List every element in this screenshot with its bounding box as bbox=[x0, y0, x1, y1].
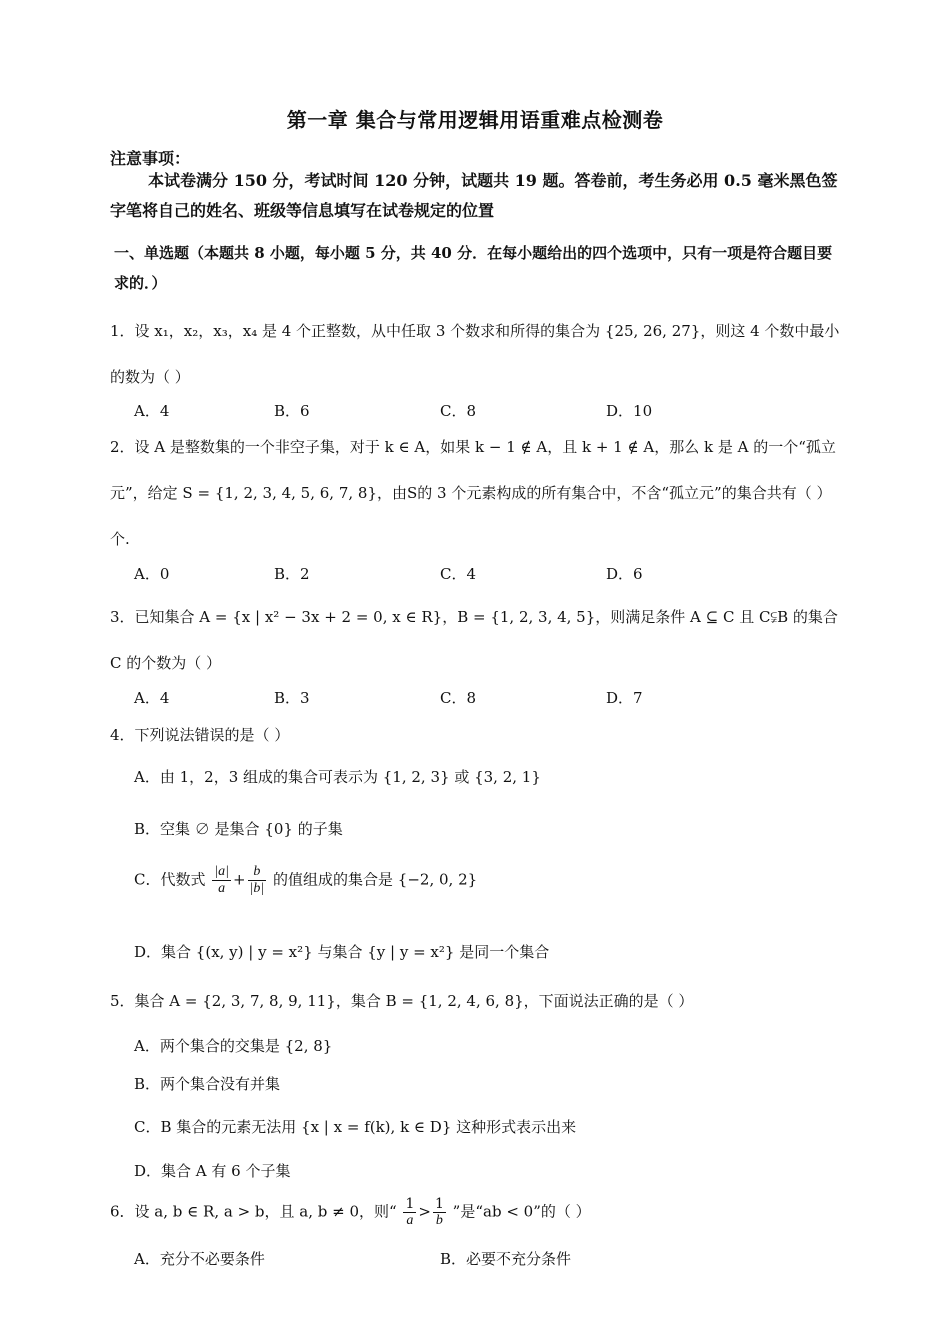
question-6-stem bbox=[110, 1196, 591, 1229]
option-d: D．7 bbox=[606, 689, 643, 707]
fraction-abs-a-over-a bbox=[212, 864, 231, 897]
question-4-stem: 4．下列说法错误的是（ ） bbox=[110, 726, 290, 744]
question-2-stem: 2．设 A 是整数集的一个非空子集，对于 k ∈ A，如果 k − 1 ∉ A，且 k + 1 ∉ A，那么 k 是 A 的一个“孤立元”，给定 S = {1, 2, 3, 4, 5, 6, 7, 8}，由S的 3 个元素构成的所有集合中，不含“孤立元”的集合共有（ ）个. bbox=[110, 438, 836, 548]
option-a: A．0 bbox=[134, 565, 170, 583]
numerator: 1 bbox=[405, 1196, 415, 1212]
option-b: B．6 bbox=[274, 402, 310, 420]
option-d: D．10 bbox=[606, 402, 653, 420]
question-4-option-c: C．代数式 $\frac{|a|}{a}$ + $\frac{b}{|b|}$ 的值组成的集合是 {−2, 0, 2} bbox=[134, 864, 478, 896]
denominator: a bbox=[218, 881, 226, 896]
option-c: C．8 bbox=[440, 402, 477, 420]
question-5-option-c: C．B 集合的元素无法用 {x | x = f(k), k ∈ D} 这种形式表示出来 bbox=[134, 1118, 577, 1136]
fraction-b-over-abs-b bbox=[248, 864, 267, 897]
numerator: b bbox=[248, 864, 267, 881]
question-4-option-a: A．由 1，2，3 组成的集合可表示为 {1, 2, 3} 或 {3, 2, 1} bbox=[134, 768, 541, 786]
numerator: |a| bbox=[214, 864, 229, 879]
denominator: b bbox=[435, 1213, 443, 1228]
question-3-options bbox=[134, 687, 854, 711]
question-5-stem: 5．集合 A = {2, 3, 7, 8, 9, 11}，集合 B = {1, 2, 4, 6, 8}，下面说法正确的是（ ） bbox=[110, 992, 694, 1010]
option-d: D．6 bbox=[606, 565, 643, 583]
option-c: C．8 bbox=[440, 689, 477, 707]
greater-than: > bbox=[418, 1202, 431, 1221]
question-1-options bbox=[134, 400, 854, 424]
question-5-option-d: D．集合 A 有 6 个子集 bbox=[134, 1162, 291, 1180]
option-b: B．3 bbox=[274, 689, 310, 707]
question-6-options bbox=[134, 1248, 854, 1272]
option-a: A．4 bbox=[134, 689, 170, 707]
option-b: B．2 bbox=[274, 565, 310, 583]
question-5-option-a: A．两个集合的交集是 {2, 8} bbox=[134, 1037, 333, 1055]
stem-pre: 6．设 a, b ∈ R, a > b，且 a, b ≠ 0，则“ bbox=[110, 1202, 397, 1221]
fraction-1-over-b bbox=[433, 1196, 446, 1229]
option-c-label: C．代数式 bbox=[134, 870, 206, 889]
stem-post: ”是“ab < 0”的（ ） bbox=[452, 1202, 591, 1221]
option-c: C．4 bbox=[440, 565, 477, 583]
question-1-stem: 1．设 x₁，x₂，x₃，x₄ 是 4 个正整数，从中任取 3 个数求和所得的集合为 {25, 26, 27}，则这 4 个数中最小的数为（ ） bbox=[110, 322, 840, 386]
notice-body: 本试卷满分 150 分，考试时间 120 分钟，试题共 19 题。答卷前，考生务必用 0.5 毫米黑色签字笔将自己的姓名、班级等信息填写在试卷规定的位置 bbox=[110, 171, 838, 220]
question-4-option-d: D．集合 {(x, y) | y = x²} 与集合 {y | y = x²} 是同一个集合 bbox=[134, 943, 550, 961]
notice-heading: 注意事项： bbox=[110, 149, 191, 168]
page-title: 第一章 集合与常用逻辑用语重难点检测卷 bbox=[286, 108, 664, 132]
question-5-option-b: B．两个集合没有并集 bbox=[134, 1075, 281, 1093]
numerator: 1 bbox=[434, 1196, 444, 1212]
fraction-1-over-a bbox=[403, 1196, 416, 1229]
option-c-tail: 的值组成的集合是 {−2, 0, 2} bbox=[273, 870, 478, 889]
option-a: A．4 bbox=[134, 402, 170, 420]
section-heading: 一、单选题（本题共 8 小题，每小题 5 分，共 40 分．在每小题给出的四个选项中，只有一项是符合题目要求的．） bbox=[114, 244, 833, 292]
question-3-stem: 3．已知集合 A = {x | x² − 3x + 2 = 0, x ∈ R}，B = {1, 2, 3, 4, 5}，则满足条件 A ⊆ C 且 C⫋B 的集合 C 的个数为（ ） bbox=[110, 608, 838, 672]
denominator: |b| bbox=[249, 881, 265, 896]
denominator: a bbox=[406, 1213, 414, 1228]
option-a: A．充分不必要条件 bbox=[134, 1250, 265, 1268]
question-2-options bbox=[134, 563, 854, 587]
question-4-option-b: B．空集 ∅ 是集合 {0} 的子集 bbox=[134, 820, 343, 838]
option-b: B．必要不充分条件 bbox=[440, 1250, 572, 1268]
